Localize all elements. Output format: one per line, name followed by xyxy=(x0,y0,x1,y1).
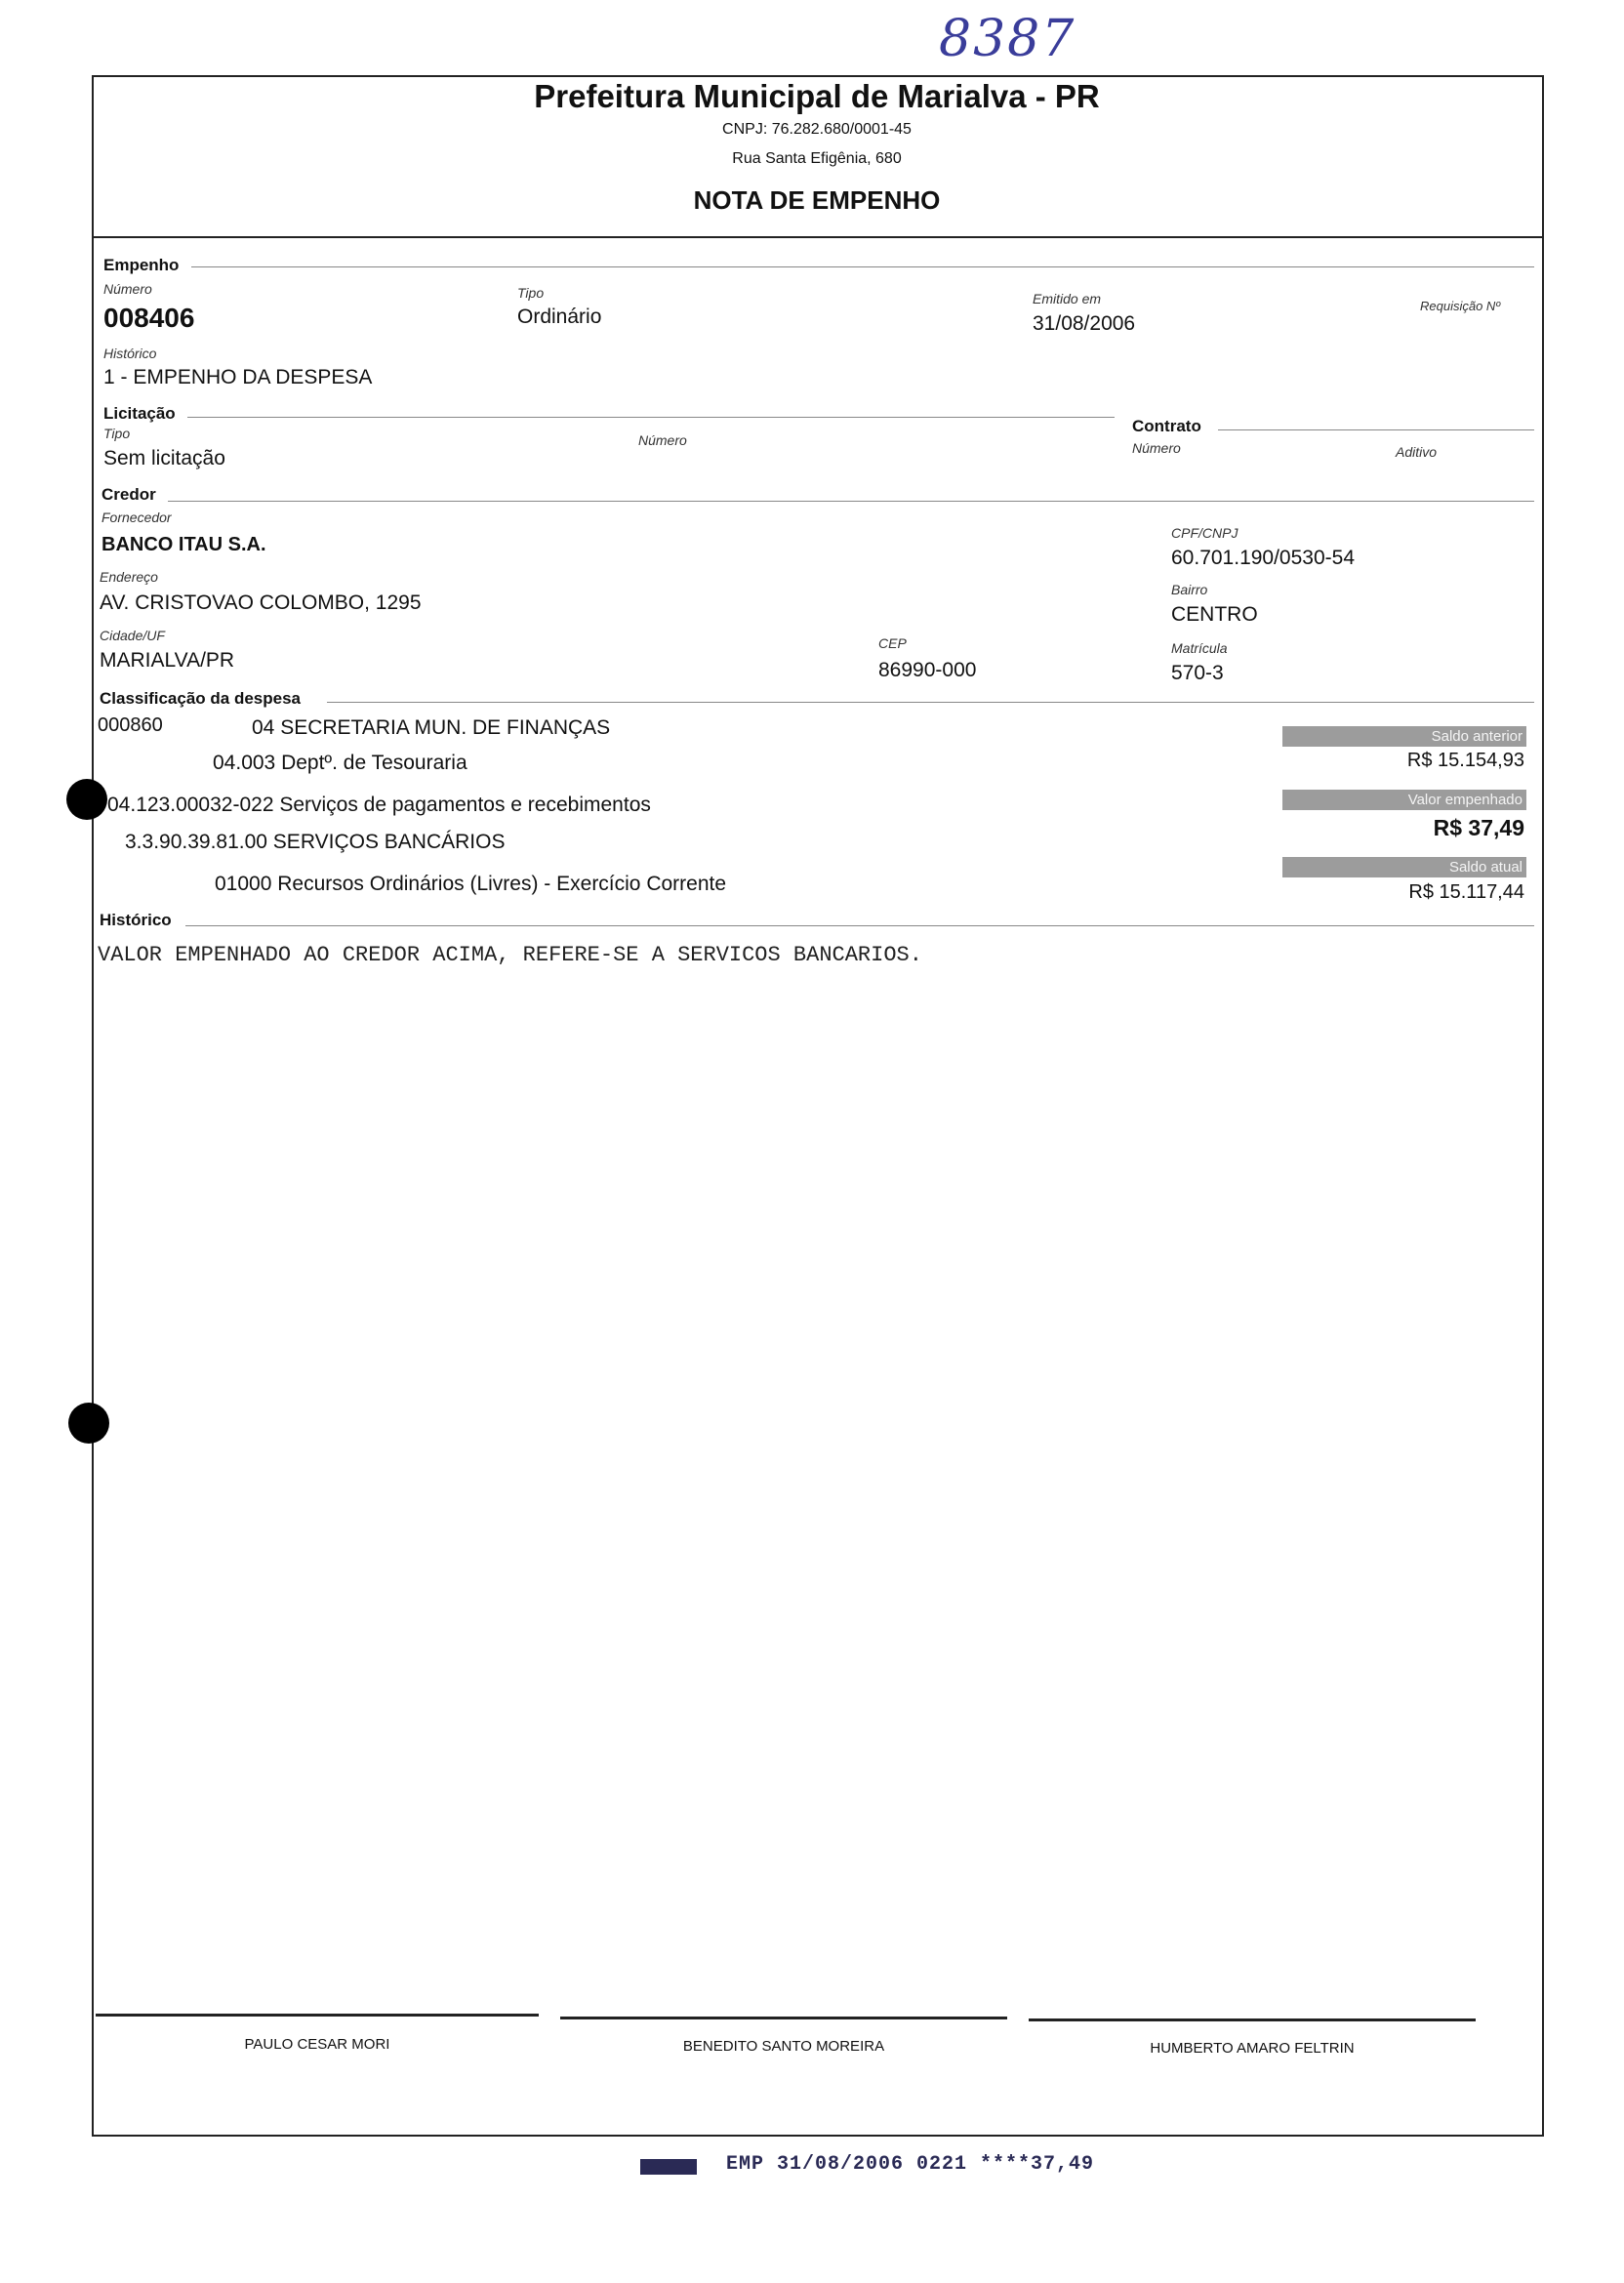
section-empenho: Empenho xyxy=(103,256,180,274)
historico-text: VALOR EMPENHADO AO CREDOR ACIMA, REFERE-SE A SERVICOS BANCARIOS. xyxy=(98,943,922,967)
signature-name: HUMBERTO AMARO FELTRIN xyxy=(1150,2040,1355,2057)
section-historico: Histórico xyxy=(100,911,172,929)
classificacao-code: 000860 xyxy=(98,714,163,736)
classificacao-orgao: 04 SECRETARIA MUN. DE FINANÇAS xyxy=(252,716,611,739)
cep-label: CEP xyxy=(878,635,907,651)
contrato-aditivo-label: Aditivo xyxy=(1396,444,1438,460)
section-licitacao-rule xyxy=(187,417,1115,418)
saldo-atual-value: R$ 15.117,44 xyxy=(1408,881,1524,903)
valor-empenhado-label: Valor empenhado xyxy=(1282,790,1526,810)
section-credor: Credor xyxy=(102,485,156,504)
licitacao-tipo-label: Tipo xyxy=(103,426,131,441)
section-licitacao: Licitação xyxy=(103,404,176,423)
empenho-numero-label: Número xyxy=(103,281,152,297)
signature-line xyxy=(1029,2018,1476,2021)
section-empenho-rule xyxy=(191,266,1534,267)
bairro-label: Bairro xyxy=(1171,582,1208,597)
requisicao-label: Requisição Nº xyxy=(1420,299,1501,313)
cidade-label: Cidade/UF xyxy=(100,628,165,643)
empenho-historico-label: Histórico xyxy=(103,346,157,361)
valor-empenhado-value: R$ 37,49 xyxy=(1433,815,1524,840)
empenho-historico: 1 - EMPENHO DA DESPESA xyxy=(103,366,373,388)
licitacao-tipo: Sem licitação xyxy=(103,447,225,469)
fornecedor-name: BANCO ITAU S.A. xyxy=(102,534,266,555)
signature-line xyxy=(96,2014,539,2017)
credor-cep: 86990-000 xyxy=(878,659,977,681)
section-contrato: Contrato xyxy=(1132,417,1201,435)
saldo-atual-label: Saldo atual xyxy=(1282,857,1526,877)
matricula-label: Matrícula xyxy=(1171,640,1228,656)
bank-authentication-stamp: EMP 31/08/2006 0221 ****37,49 xyxy=(726,2153,1095,2176)
emitido-label: Emitido em xyxy=(1033,291,1102,306)
credor-cnpj: 60.701.190/0530-54 xyxy=(1171,547,1356,569)
page-title: Prefeitura Municipal de Marialva - PR xyxy=(534,78,1100,114)
section-credor-rule xyxy=(168,501,1534,502)
punch-hole xyxy=(68,1403,109,1444)
signature-name: PAULO CESAR MORI xyxy=(244,2036,390,2053)
fornecedor-label: Fornecedor xyxy=(102,510,172,525)
classificacao-funcional: 04.123.00032-022 Serviços de pagamentos e recebimentos xyxy=(107,794,651,816)
header-divider xyxy=(92,236,1544,238)
empenho-tipo-label: Tipo xyxy=(517,285,545,301)
emitido-date: 31/08/2006 xyxy=(1033,312,1136,335)
stamp-logo xyxy=(640,2159,697,2175)
header-address: Rua Santa Efigênia, 680 xyxy=(732,150,902,167)
header-cnpj: CNPJ: 76.282.680/0001-45 xyxy=(722,121,912,138)
classificacao-unidade: 04.003 Deptº. de Tesouraria xyxy=(213,752,467,774)
section-classificacao: Classificação da despesa xyxy=(100,689,302,708)
credor-matricula: 570-3 xyxy=(1171,662,1224,684)
classificacao-elemento: 3.3.90.39.81.00 SERVIÇOS BANCÁRIOS xyxy=(125,831,506,853)
section-contrato-rule xyxy=(1218,429,1534,430)
credor-cidade: MARIALVA/PR xyxy=(100,649,235,672)
empenho-numero: 008406 xyxy=(103,303,195,333)
document-type-title: NOTA DE EMPENHO xyxy=(693,185,941,215)
section-historico-rule xyxy=(185,925,1534,926)
signature-name: BENEDITO SANTO MOREIRA xyxy=(682,2038,885,2055)
cpf-cnpj-label: CPF/CNPJ xyxy=(1171,525,1238,541)
classificacao-recurso: 01000 Recursos Ordinários (Livres) - Exercício Corrente xyxy=(215,873,727,895)
endereco-label: Endereço xyxy=(100,569,158,585)
signature-line xyxy=(560,2017,1007,2019)
credor-bairro: CENTRO xyxy=(1171,603,1258,626)
saldo-anterior-label: Saldo anterior xyxy=(1282,726,1526,747)
empenho-tipo: Ordinário xyxy=(517,306,602,328)
section-classificacao-rule xyxy=(327,702,1534,703)
contrato-numero-label: Número xyxy=(1132,440,1181,456)
punch-hole xyxy=(66,779,107,820)
licitacao-numero-label: Número xyxy=(638,432,687,448)
saldo-anterior-value: R$ 15.154,93 xyxy=(1406,750,1524,771)
handwritten-page-number: 8387 xyxy=(939,10,1076,68)
credor-endereco: AV. CRISTOVAO COLOMBO, 1295 xyxy=(100,591,422,614)
